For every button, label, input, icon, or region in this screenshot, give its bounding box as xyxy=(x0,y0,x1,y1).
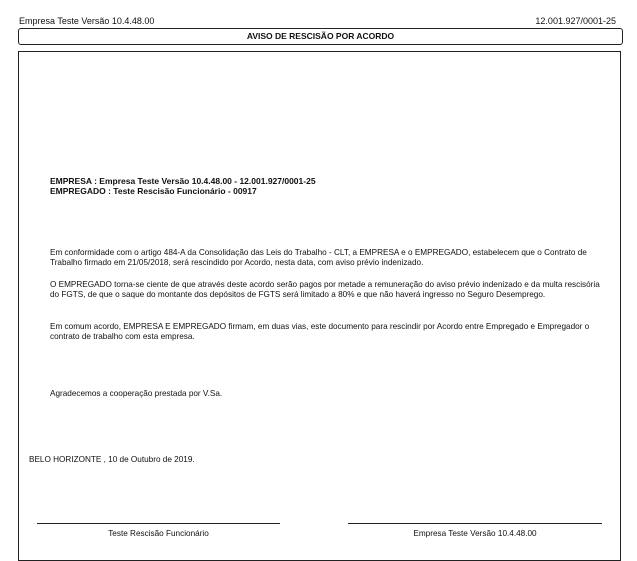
employer-signature-label: Empresa Teste Versão 10.4.48.00 xyxy=(413,529,537,538)
paragraph-agreement: Em comum acordo, EMPRESA E EMPREGADO firmam, em duas vias, este documento para rescindir por Acordo entre Empregado e Empregador o contrato de trabalho com esta empresa. xyxy=(50,322,590,341)
empresa-line: EMPRESA : Empresa Teste Versão 10.4.48.00 - 12.001.927/0001-25 xyxy=(50,176,316,186)
parties-block xyxy=(50,176,316,196)
header-company-name: Empresa Teste Versão 10.4.48.00 xyxy=(19,16,155,26)
paragraph-thanks: Agradecemos a cooperação prestada por V.Sa. xyxy=(50,389,223,398)
document-body-frame xyxy=(18,51,621,561)
employee-signature-label: Teste Rescisão Funcionário xyxy=(108,529,209,538)
employee-signature-line xyxy=(37,523,280,524)
document-title: AVISO DE RESCISÃO POR ACORDO xyxy=(18,28,623,45)
place-and-date: BELO HORIZONTE , 10 de Outubro de 2019. xyxy=(29,455,195,464)
employer-signature-line xyxy=(348,523,602,524)
paragraph-fgts: O EMPREGADO torna-se ciente de que através deste acordo serão pagos por metade a remuneração do aviso prévio indenizado e da multa rescisória do FGTS, de que o saque do montante dos depósitos de FGTS será limitado a 80% e que não haverá ingresso no Seguro Desemprego. xyxy=(50,280,600,299)
paragraph-conformity: Em conformidade com o artigo 484-A da Consolidação das Leis do Trabalho - CLT, a EMPRESA e o EMPREGADO, estabelecem que o Contrato de Trabalho firmado em 21/05/2018, será rescindido por Acordo, nesta data, com aviso prévio indenizado. xyxy=(50,248,587,267)
header-cnpj: 12.001.927/0001-25 xyxy=(535,16,616,26)
empregado-line: EMPREGADO : Teste Rescisão Funcionário - 00917 xyxy=(50,186,257,196)
